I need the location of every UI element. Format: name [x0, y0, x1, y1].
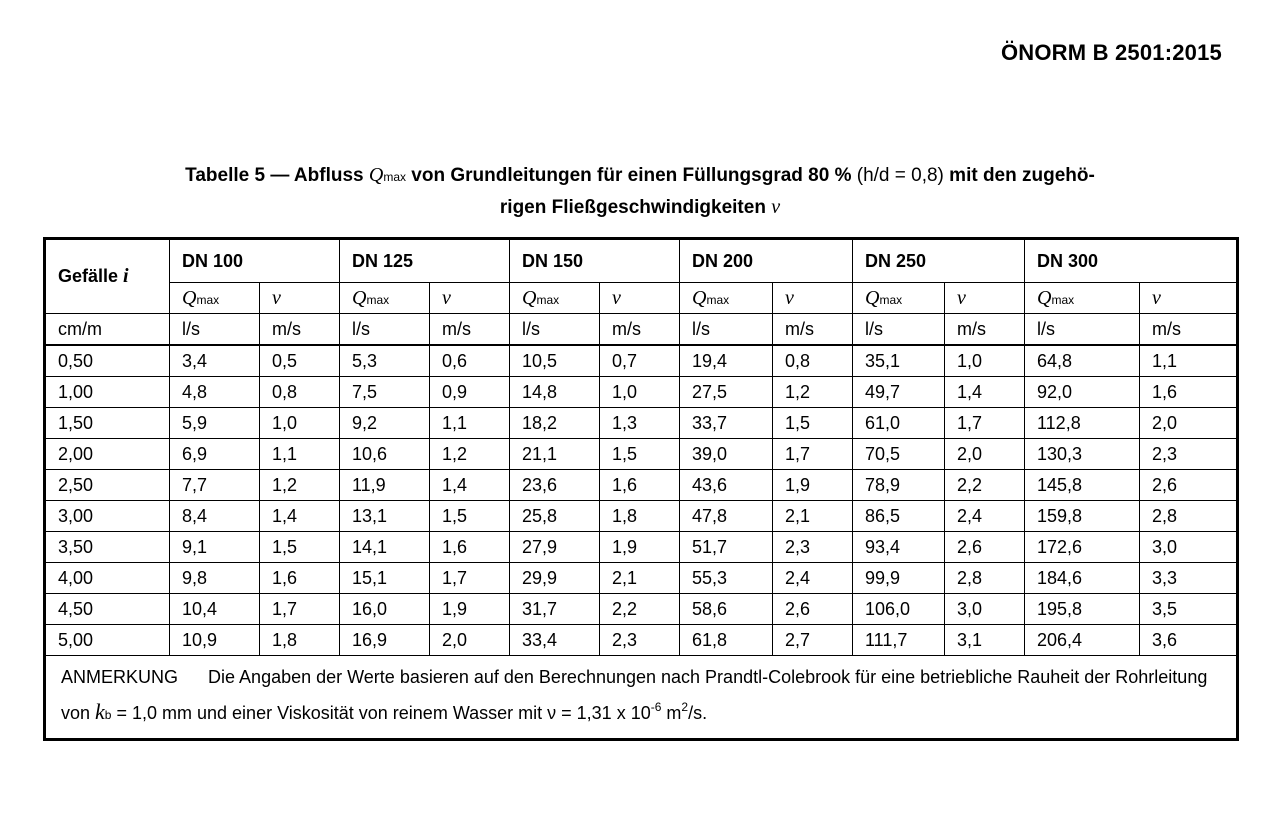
note-text-1: Die Angaben der Werte basieren auf den Berechnungen nach Prandtl-Colebrook für eine betriebliche Rauheit der Rohrleitung von: [61, 667, 1208, 723]
value-cell: 2,4: [945, 501, 1025, 532]
value-cell: 206,4: [1025, 625, 1140, 656]
value-cell: 2,0: [430, 625, 510, 656]
value-cell: 2,1: [600, 563, 680, 594]
value-cell: 6,9: [170, 439, 260, 470]
q-sub: max: [706, 292, 730, 307]
value-cell: 1,4: [430, 470, 510, 501]
value-cell: 49,7: [853, 377, 945, 408]
value-cell: 1,6: [600, 470, 680, 501]
value-cell: 2,6: [945, 532, 1025, 563]
value-cell: 19,4: [680, 345, 773, 377]
q-max-symbol-cell: [340, 283, 430, 314]
v-symbol: v: [1152, 286, 1161, 309]
unit-cell: m/s: [600, 314, 680, 346]
value-cell: 1,0: [600, 377, 680, 408]
unit-cell: l/s: [853, 314, 945, 346]
unit-cell: l/s: [680, 314, 773, 346]
value-cell: 1,9: [430, 594, 510, 625]
value-cell: 14,1: [340, 532, 430, 563]
caption-q-sub: max: [383, 170, 406, 184]
value-cell: 1,5: [600, 439, 680, 470]
value-cell: 25,8: [510, 501, 600, 532]
value-cell: 5,9: [170, 408, 260, 439]
value-cell: 33,4: [510, 625, 600, 656]
value-cell: 1,5: [773, 408, 853, 439]
q-sub: max: [536, 292, 560, 307]
value-cell: 1,4: [945, 377, 1025, 408]
value-cell: 1,5: [430, 501, 510, 532]
value-cell: 1,0: [945, 345, 1025, 377]
q-max-symbol-cell: [1025, 283, 1140, 314]
value-cell: 1,3: [600, 408, 680, 439]
value-cell: 0,8: [260, 377, 340, 408]
value-cell: 111,7: [853, 625, 945, 656]
value-cell: 92,0: [1025, 377, 1140, 408]
unit-cell: l/s: [340, 314, 430, 346]
value-cell: 18,2: [510, 408, 600, 439]
value-cell: 172,6: [1025, 532, 1140, 563]
value-cell: 9,2: [340, 408, 430, 439]
value-cell: 1,5: [260, 532, 340, 563]
gefaelle-symbol: i: [123, 265, 129, 287]
value-cell: 47,8: [680, 501, 773, 532]
caption-q-symbol: Q: [368, 164, 384, 186]
table-row: [45, 345, 1238, 377]
value-cell: 15,1: [340, 563, 430, 594]
value-cell: 2,6: [1140, 470, 1238, 501]
value-cell: 2,6: [773, 594, 853, 625]
table-row: [45, 501, 1238, 532]
note-text-3: m: [661, 703, 682, 723]
unit-row: [45, 314, 1238, 346]
v-symbol: v: [442, 286, 451, 309]
value-cell: 7,7: [170, 470, 260, 501]
value-cell: 51,7: [680, 532, 773, 563]
caption-line-1: [40, 160, 1240, 192]
gefaelle-cell: 1,00: [45, 377, 170, 408]
value-cell: 10,9: [170, 625, 260, 656]
v-symbol: v: [957, 286, 966, 309]
value-cell: 1,6: [430, 532, 510, 563]
value-cell: 61,8: [680, 625, 773, 656]
gefaelle-label: Gefälle: [58, 266, 124, 286]
dn-header-row: [45, 239, 1238, 283]
value-cell: 2,0: [1140, 408, 1238, 439]
value-cell: 29,9: [510, 563, 600, 594]
value-cell: 1,8: [260, 625, 340, 656]
gefaelle-cell: 0,50: [45, 345, 170, 377]
value-cell: 1,9: [600, 532, 680, 563]
dn-header: DN 300: [1025, 239, 1238, 283]
value-cell: 70,5: [853, 439, 945, 470]
value-cell: 2,1: [773, 501, 853, 532]
value-cell: 184,6: [1025, 563, 1140, 594]
value-cell: 3,1: [945, 625, 1025, 656]
q-symbol: Q: [182, 286, 197, 309]
dn-header: DN 150: [510, 239, 680, 283]
note-text-4: /s.: [688, 703, 708, 723]
gefaelle-cell: 3,50: [45, 532, 170, 563]
gefaelle-cell: 3,00: [45, 501, 170, 532]
flow-table: [43, 237, 1239, 741]
value-cell: 1,7: [430, 563, 510, 594]
dn-header: DN 200: [680, 239, 853, 283]
value-cell: 0,5: [260, 345, 340, 377]
value-cell: 0,6: [430, 345, 510, 377]
value-cell: 10,5: [510, 345, 600, 377]
value-cell: 9,8: [170, 563, 260, 594]
value-cell: 159,8: [1025, 501, 1140, 532]
value-cell: 16,0: [340, 594, 430, 625]
value-cell: 7,5: [340, 377, 430, 408]
note-row: [45, 656, 1238, 740]
value-cell: 1,2: [260, 470, 340, 501]
gefaelle-cell: 1,50: [45, 408, 170, 439]
value-cell: 8,4: [170, 501, 260, 532]
q-max-symbol-cell: [510, 283, 600, 314]
q-symbol: Q: [692, 286, 707, 309]
note-k-sub: b: [104, 708, 112, 722]
caption-line2-text: rigen Fließgeschwindigkeiten: [499, 197, 772, 218]
value-cell: 3,0: [945, 594, 1025, 625]
table-row: [45, 563, 1238, 594]
caption-ratio: (h/d = 0,8): [856, 165, 944, 186]
table-row: [45, 625, 1238, 656]
value-cell: 61,0: [853, 408, 945, 439]
value-cell: 2,8: [1140, 501, 1238, 532]
table-row: [45, 408, 1238, 439]
caption-v-symbol: v: [771, 196, 781, 218]
velocity-symbol-cell: [773, 283, 853, 314]
value-cell: 43,6: [680, 470, 773, 501]
value-cell: 2,8: [945, 563, 1025, 594]
value-cell: 58,6: [680, 594, 773, 625]
value-cell: 5,3: [340, 345, 430, 377]
value-cell: 86,5: [853, 501, 945, 532]
table-row: [45, 377, 1238, 408]
value-cell: 11,9: [340, 470, 430, 501]
note-text-2: = 1,0 mm und einer Viskosität von reinem Wasser mit ν = 1,31 x 10: [111, 703, 651, 723]
value-cell: 2,0: [945, 439, 1025, 470]
symbol-row: [45, 283, 1238, 314]
value-cell: 2,2: [945, 470, 1025, 501]
value-cell: 1,2: [430, 439, 510, 470]
unit-cell: m/s: [773, 314, 853, 346]
value-cell: 112,8: [1025, 408, 1140, 439]
q-max-symbol-cell: [680, 283, 773, 314]
caption-prefix: Tabelle 5 — Abfluss: [185, 165, 369, 186]
value-cell: 39,0: [680, 439, 773, 470]
value-cell: 4,8: [170, 377, 260, 408]
value-cell: 130,3: [1025, 439, 1140, 470]
value-cell: 1,0: [260, 408, 340, 439]
value-cell: 93,4: [853, 532, 945, 563]
note-exp-1: -6: [650, 700, 662, 714]
value-cell: 1,6: [1140, 377, 1238, 408]
value-cell: 3,0: [1140, 532, 1238, 563]
velocity-symbol-cell: [1140, 283, 1238, 314]
note-cell: [45, 656, 1238, 740]
velocity-symbol-cell: [260, 283, 340, 314]
unit-cell: m/s: [945, 314, 1025, 346]
table-row: [45, 439, 1238, 470]
value-cell: 64,8: [1025, 345, 1140, 377]
caption-line-2: [40, 192, 1240, 223]
gefaelle-cell: 4,50: [45, 594, 170, 625]
value-cell: 1,7: [260, 594, 340, 625]
value-cell: 3,6: [1140, 625, 1238, 656]
gefaelle-cell: 4,00: [45, 563, 170, 594]
value-cell: 106,0: [853, 594, 945, 625]
q-max-symbol-cell: [170, 283, 260, 314]
unit-cell: l/s: [170, 314, 260, 346]
dn-header: DN 125: [340, 239, 510, 283]
value-cell: 1,2: [773, 377, 853, 408]
value-cell: 27,5: [680, 377, 773, 408]
q-symbol: Q: [522, 286, 537, 309]
table-row: [45, 594, 1238, 625]
velocity-symbol-cell: [945, 283, 1025, 314]
q-symbol: Q: [865, 286, 880, 309]
value-cell: 16,9: [340, 625, 430, 656]
value-cell: 9,1: [170, 532, 260, 563]
value-cell: 99,9: [853, 563, 945, 594]
value-cell: 2,3: [1140, 439, 1238, 470]
value-cell: 78,9: [853, 470, 945, 501]
note-exp-2: 2: [681, 700, 689, 714]
v-symbol: v: [612, 286, 621, 309]
caption-mid: von Grundleitungen für einen Füllungsgrad 80 %: [406, 165, 857, 186]
value-cell: 27,9: [510, 532, 600, 563]
value-cell: 145,8: [1025, 470, 1140, 501]
table-caption: [40, 160, 1240, 223]
document-id: ÖNORM B 2501:2015: [1000, 40, 1222, 65]
value-cell: 10,4: [170, 594, 260, 625]
value-cell: 2,3: [600, 625, 680, 656]
value-cell: 23,6: [510, 470, 600, 501]
value-cell: 1,4: [260, 501, 340, 532]
value-cell: 1,1: [1140, 345, 1238, 377]
value-cell: 55,3: [680, 563, 773, 594]
value-cell: 1,9: [773, 470, 853, 501]
q-sub: max: [1051, 292, 1075, 307]
value-cell: 33,7: [680, 408, 773, 439]
q-symbol: Q: [352, 286, 367, 309]
q-sub: max: [366, 292, 390, 307]
unit-cell: l/s: [510, 314, 600, 346]
value-cell: 35,1: [853, 345, 945, 377]
value-cell: 3,4: [170, 345, 260, 377]
value-cell: 3,3: [1140, 563, 1238, 594]
value-cell: 195,8: [1025, 594, 1140, 625]
unit-cell: m/s: [1140, 314, 1238, 346]
value-cell: 1,1: [430, 408, 510, 439]
value-cell: 13,1: [340, 501, 430, 532]
gefaelle-header: [45, 239, 170, 314]
v-symbol: v: [272, 286, 281, 309]
caption-suffix: mit den zugehö-: [943, 165, 1095, 186]
value-cell: 31,7: [510, 594, 600, 625]
value-cell: 2,7: [773, 625, 853, 656]
dn-header: DN 250: [853, 239, 1025, 283]
value-cell: 14,8: [510, 377, 600, 408]
value-cell: 1,7: [773, 439, 853, 470]
value-cell: 2,3: [773, 532, 853, 563]
gefaelle-cell: 2,50: [45, 470, 170, 501]
v-symbol: v: [785, 286, 794, 309]
value-cell: 21,1: [510, 439, 600, 470]
unit-cell: cm/m: [45, 314, 170, 346]
q-symbol: Q: [1037, 286, 1052, 309]
q-sub: max: [879, 292, 903, 307]
value-cell: 1,6: [260, 563, 340, 594]
velocity-symbol-cell: [430, 283, 510, 314]
value-cell: 0,8: [773, 345, 853, 377]
unit-cell: m/s: [430, 314, 510, 346]
table-row: [45, 532, 1238, 563]
velocity-symbol-cell: [600, 283, 680, 314]
value-cell: 0,7: [600, 345, 680, 377]
note-k-symbol: k: [95, 699, 105, 724]
value-cell: 2,2: [600, 594, 680, 625]
q-max-symbol-cell: [853, 283, 945, 314]
unit-cell: m/s: [260, 314, 340, 346]
q-sub: max: [196, 292, 220, 307]
value-cell: 1,1: [260, 439, 340, 470]
note-label: ANMERKUNG: [61, 667, 179, 687]
dn-header: DN 100: [170, 239, 340, 283]
value-cell: 1,7: [945, 408, 1025, 439]
value-cell: 3,5: [1140, 594, 1238, 625]
table-row: [45, 470, 1238, 501]
value-cell: 0,9: [430, 377, 510, 408]
value-cell: 2,4: [773, 563, 853, 594]
unit-cell: l/s: [1025, 314, 1140, 346]
value-cell: 1,8: [600, 501, 680, 532]
gefaelle-cell: 5,00: [45, 625, 170, 656]
value-cell: 10,6: [340, 439, 430, 470]
gefaelle-cell: 2,00: [45, 439, 170, 470]
